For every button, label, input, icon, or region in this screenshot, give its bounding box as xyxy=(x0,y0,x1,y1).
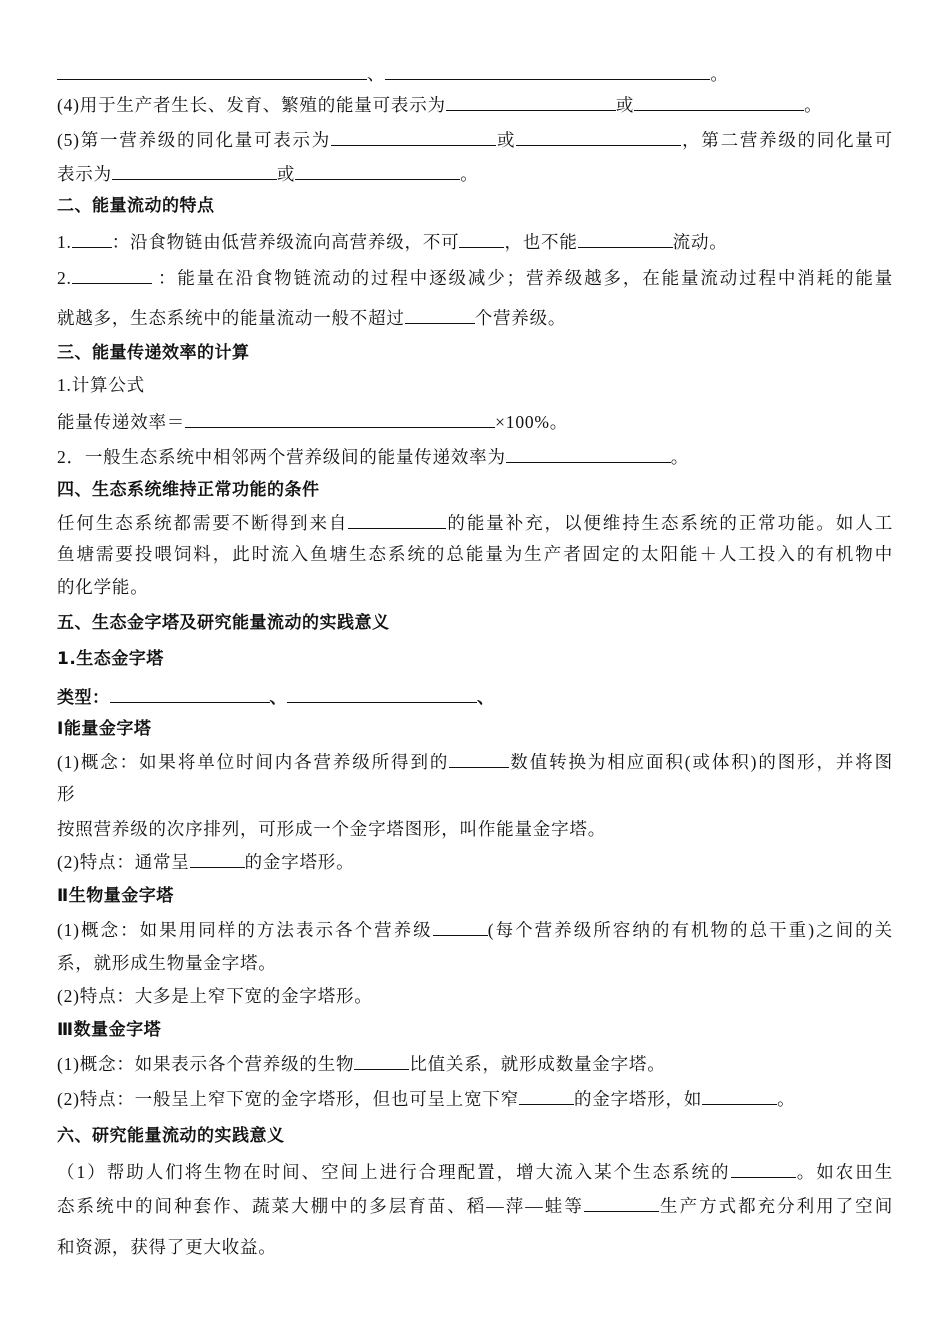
text-segment: 的金字塔形。 xyxy=(244,852,355,872)
fill-in-blank[interactable] xyxy=(578,230,673,248)
fill-in-blank[interactable] xyxy=(516,128,681,146)
text-segment: 。 xyxy=(670,447,690,467)
text-line xyxy=(57,93,893,116)
text-segment: Ⅲ数量金字塔 xyxy=(57,1020,162,1040)
text-line xyxy=(57,1087,893,1110)
text-segment: (4)用于生产者生长、发育、繁殖的能量可表示为 xyxy=(57,95,446,115)
text-segment: (1)概念：如果用同样的方法表示各个营养级 xyxy=(57,920,433,940)
text-line xyxy=(57,1194,893,1217)
fill-in-blank[interactable] xyxy=(405,306,475,324)
fill-in-blank[interactable] xyxy=(385,62,710,80)
text-segment: 或 xyxy=(496,130,517,150)
section-heading xyxy=(57,1019,893,1041)
section-heading xyxy=(57,648,893,670)
text-segment: Ⅱ生物量金字塔 xyxy=(57,886,174,906)
text-line xyxy=(57,818,893,840)
text-segment: 、 xyxy=(367,64,386,84)
text-segment: 生产方式都充分利用了空间 xyxy=(658,1196,893,1216)
text-line xyxy=(57,952,893,974)
text-segment: 。 xyxy=(777,1089,796,1109)
text-line xyxy=(57,985,893,1007)
text-segment: 个营养级。 xyxy=(474,308,567,328)
text-segment: 流动。 xyxy=(672,232,728,252)
section-heading xyxy=(57,718,893,740)
text-segment: 1. xyxy=(57,232,72,252)
text-segment: 和资源，获得了更大收益。 xyxy=(57,1237,277,1257)
text-line xyxy=(57,306,893,329)
text-segment: 二、能量流动的特点 xyxy=(57,196,215,216)
fill-in-blank[interactable] xyxy=(295,162,460,180)
fill-in-blank[interactable] xyxy=(433,918,488,936)
fill-in-blank[interactable] xyxy=(72,230,112,248)
section-heading xyxy=(57,1125,893,1147)
text-line xyxy=(57,750,893,773)
text-segment: 2．一般生态系统中相邻两个营养级间的能量传递效率为 xyxy=(57,447,506,467)
text-line xyxy=(57,1160,893,1183)
text-line xyxy=(57,62,893,85)
text-line xyxy=(57,1236,893,1258)
fill-in-blank[interactable] xyxy=(446,93,616,111)
text-line xyxy=(57,410,893,433)
text-line xyxy=(57,918,893,941)
fill-in-blank[interactable] xyxy=(519,1087,574,1105)
text-segment: ：沿食物链由低营养级流向高营养级，不可 xyxy=(111,232,460,252)
fill-in-blank[interactable] xyxy=(112,162,277,180)
text-segment: 按照营养级的次序排列，可形成一个金字塔图形，叫作能量金字塔。 xyxy=(57,819,606,839)
fill-in-blank[interactable] xyxy=(506,445,671,463)
text-segment: 1.生态金字塔 xyxy=(57,649,164,669)
text-segment: 的能量补充，以便维持生态系统的正常功能。如人工 xyxy=(446,513,893,533)
fill-in-blank[interactable] xyxy=(731,1160,796,1178)
text-line xyxy=(57,783,893,805)
text-line xyxy=(57,445,893,468)
text-segment: 六、研究能量流动的实践意义 xyxy=(57,1126,285,1146)
text-segment: (2)特点：通常呈 xyxy=(57,852,190,872)
text-segment: Ⅰ能量金字塔 xyxy=(57,719,152,739)
text-line xyxy=(57,543,893,565)
text-segment: 。如农田生 xyxy=(795,1162,893,1182)
text-line xyxy=(57,162,893,185)
section-heading xyxy=(57,479,893,501)
fill-in-blank[interactable] xyxy=(354,1052,409,1070)
text-segment: ，也不能 xyxy=(504,232,578,252)
text-segment: 比值关系，就形成数量金字塔。 xyxy=(409,1054,666,1074)
fill-in-blank[interactable] xyxy=(584,1194,659,1212)
fill-in-blank[interactable] xyxy=(57,62,367,80)
text-segment: 2. xyxy=(57,268,72,288)
text-segment: 形 xyxy=(57,784,76,804)
text-segment: 类型： xyxy=(57,688,110,708)
text-segment: (每个营养级所容纳的有机物的总干重)之间的关 xyxy=(487,920,893,940)
text-segment: 的金字塔形，如 xyxy=(574,1089,703,1109)
text-segment: (2)特点：一般呈上窄下宽的金字塔形，但也可呈上宽下窄 xyxy=(57,1089,520,1109)
text-segment: 系，就形成生物量金字塔。 xyxy=(57,953,277,973)
text-segment: 或 xyxy=(276,164,296,184)
fill-in-blank[interactable] xyxy=(190,850,245,868)
text-segment: ×100%。 xyxy=(495,412,569,432)
text-line xyxy=(57,511,893,534)
text-line xyxy=(57,850,893,873)
text-segment: 、 xyxy=(477,688,495,708)
text-segment: 或 xyxy=(615,95,635,115)
text-segment: (5)第一营养级的同化量可表示为 xyxy=(57,130,332,150)
text-line xyxy=(57,576,893,598)
fill-in-blank[interactable] xyxy=(185,410,495,428)
text-segment: 。 xyxy=(710,64,729,84)
text-segment: 五、生态金字塔及研究能量流动的实践意义 xyxy=(57,613,390,633)
text-line xyxy=(57,1052,893,1075)
section-heading xyxy=(57,195,893,217)
fill-in-blank[interactable] xyxy=(287,685,477,703)
text-segment: 、 xyxy=(269,688,287,708)
text-segment: 鱼塘需要投喂饲料，此时流入鱼塘生态系统的总能量为生产者固定的太阳能＋人工投入的有机物中 xyxy=(57,544,893,564)
text-line xyxy=(57,266,893,289)
fill-in-blank[interactable] xyxy=(72,266,152,284)
text-segment: 任何生态系统都需要不断得到来自 xyxy=(57,513,349,533)
fill-in-blank[interactable] xyxy=(348,511,446,529)
fill-in-blank[interactable] xyxy=(449,750,509,768)
text-segment: (1)概念：如果将单位时间内各营养级所得到的 xyxy=(57,752,450,772)
text-segment: 就越多，生态系统中的能量流动一般不超过 xyxy=(57,308,405,328)
text-segment: 。 xyxy=(460,164,479,184)
fill-in-blank[interactable] xyxy=(702,1087,777,1105)
text-segment: 的化学能。 xyxy=(57,577,149,597)
text-segment: ，第二营养级的同化量可 xyxy=(681,130,893,150)
text-segment: 三、能量传递效率的计算 xyxy=(57,343,250,363)
section-heading xyxy=(57,612,893,634)
text-segment: 表示为 xyxy=(57,164,112,184)
text-segment: 能量传递效率＝ xyxy=(57,412,186,432)
text-segment: (1)概念：如果表示各个营养级的生物 xyxy=(57,1054,355,1074)
text-segment: 态系统中的间种套作、蔬菜大棚中的多层育苗、稻—萍—蛙等 xyxy=(57,1196,584,1216)
fill-in-blank[interactable] xyxy=(634,93,804,111)
section-heading xyxy=(57,885,893,907)
text-segment: ：能量在沿食物链流动的过程中逐级减少；营养级越多，在能量流动过程中消耗的能量 xyxy=(151,268,893,288)
text-line xyxy=(57,374,893,396)
fill-in-blank[interactable] xyxy=(110,685,270,703)
text-segment: 数值转换为相应面积(或体积)的图形，并将图 xyxy=(509,752,893,772)
text-segment: 。 xyxy=(804,95,823,115)
text-segment: 四、生态系统维持正常功能的条件 xyxy=(57,480,320,500)
text-line xyxy=(57,230,893,253)
fill-in-blank[interactable] xyxy=(459,230,504,248)
section-heading xyxy=(57,685,893,709)
text-line xyxy=(57,128,893,151)
text-segment: (2)特点：大多是上窄下宽的金字塔形。 xyxy=(57,986,373,1006)
fill-in-blank[interactable] xyxy=(331,128,496,146)
section-heading xyxy=(57,342,893,364)
text-segment: 1.计算公式 xyxy=(57,375,145,395)
text-segment: （1）帮助人们将生物在时间、空间上进行合理配置，增大流入某个生态系统的 xyxy=(57,1162,731,1182)
